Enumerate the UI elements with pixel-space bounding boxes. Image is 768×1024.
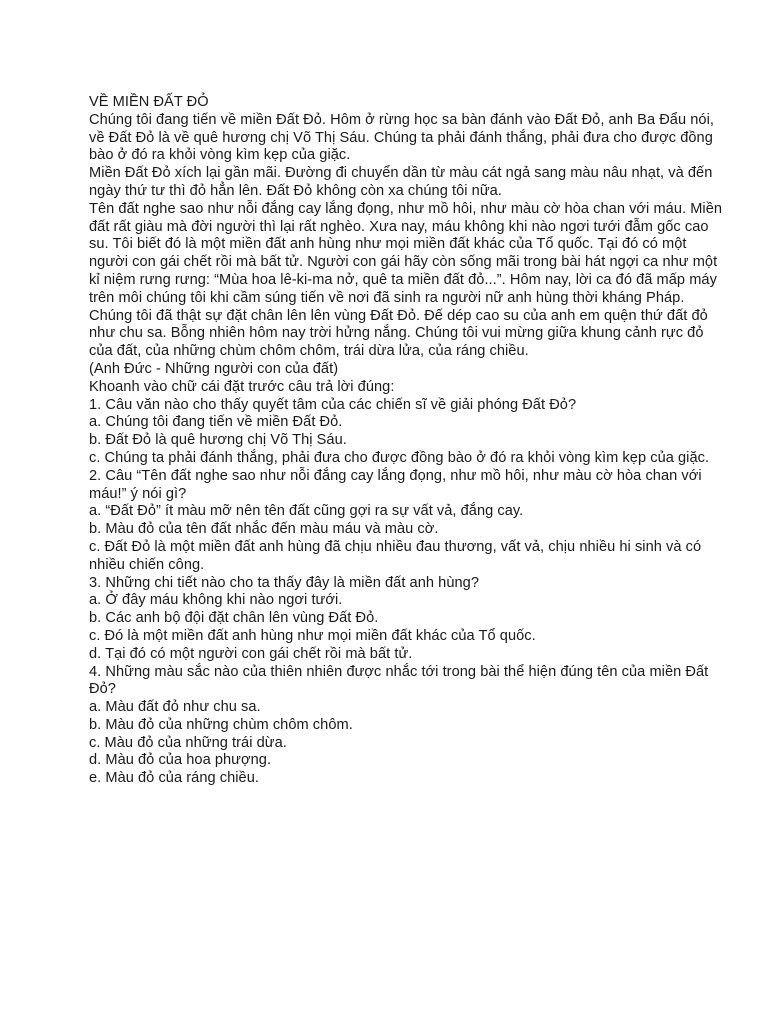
paragraph-1: Chúng tôi đang tiến về miền Đất Đỏ. Hôm ở rừng học sa bàn đánh vào Đất Đỏ, anh Ba Đẩu nói, về Đất Đỏ là về quê hương chị Võ Thị Sáu. Chúng ta phải đánh thắng, phải đưa cho được đồng bào ở đó ra khỏi vòng kìm kẹp của giặc. [89,111,714,164]
question-4-option-b: b. Màu đỏ của những chùm chôm chôm. [89,716,353,733]
question-1-option-a: a. Chúng tôi đang tiến về miền Đất Đỏ. [89,414,343,431]
paragraph-4: Chúng tôi đã thật sự đặt chân lên lên vùng Đất Đỏ. Đế dép cao su của anh em quện thứ đất đỏ như chu sa. Bỗng nhiên hôm nay trời hửng nắng. Chúng tôi vui mừng giữa khung cảnh rực đỏ của đất, của những chùm chôm chôm, trái dừa lửa, của ráng chiều. [89,307,708,360]
instruction: Khoanh vào chữ cái đặt trước câu trả lời đúng: [89,378,395,395]
document-body [89,94,729,788]
question-1: 1. Câu văn nào cho thấy quyết tâm của các chiến sĩ về giải phóng Đất Đỏ? [89,396,577,413]
question-2-option-c: c. Đất Đỏ là một miền đất anh hùng đã chịu nhiều đau thương, vất vả, chịu nhiều hi sinh và có nhiều chiến công. [89,538,702,573]
document-title: VỀ MIỀN ĐẤT ĐỎ [89,94,209,110]
question-2-option-a: a. “Đất Đỏ” ít màu mỡ nên tên đất cũng gợi ra sự vất vả, đắng cay. [89,503,524,520]
question-3-option-d: d. Tại đó có một người con gái chết rồi mà bất tử. [89,645,413,662]
question-3-option-a: a. Ở đây máu không khi nào ngơi tưới. [89,592,343,609]
question-3: 3. Những chi tiết nào cho ta thấy đây là miền đất anh hùng? [89,574,479,591]
question-1-option-c: c. Chúng ta phải đánh thắng, phải đưa cho được đồng bào ở đó ra khỏi vòng kìm kẹp của giặc. [89,449,710,466]
question-3-option-b: b. Các anh bộ đội đặt chân lên vùng Đất Đỏ. [89,610,379,627]
source-citation: (Anh Đức - Những người con của đất) [89,360,339,377]
question-4-option-c: c. Màu đỏ của những trái dừa. [89,734,287,751]
question-4: 4. Những màu sắc nào của thiên nhiên được nhắc tới trong bài thể hiện đúng tên của miền Đất Đỏ? [89,663,709,698]
question-3-option-c: c. Đó là một miền đất anh hùng như mọi miền đất khác của Tổ quốc. [89,627,536,644]
paragraph-2: Miền Đất Đỏ xích lại gần mãi. Đường đi chuyển dần từ màu cát ngả sang màu nâu nhạt, và đến ngày thứ tư thì đỏ hẳn lên. Đất Đỏ không còn xa chúng tôi nữa. [89,165,713,199]
question-4-option-e: e. Màu đỏ của ráng chiều. [89,770,259,787]
question-2: 2. Câu “Tên đất nghe sao như nỗi đắng cay lắng đọng, như mồ hôi, như màu cờ hòa chan với máu!” ý nói gì? [89,467,702,502]
question-4-option-a: a. Màu đất đỏ như chu sa. [89,699,261,716]
paragraph-3: Tên đất nghe sao như nỗi đắng cay lắng đọng, như mồ hôi, như màu cờ hòa chan với máu. Miền đất rất giàu mà đời người thì lại rất nghèo. Xưa nay, máu không khi nào ngơi tưới đẫm gốc cao su. Tôi biết đó là một miền đất anh hùng như mọi miền đất khác của Tổ quốc. Tại đó có một người con gái chết rồi mà bất tử. Người con gái hãy còn sống mãi trong bài hát ngợi ca như một kỉ niệm rưng rưng: “Mùa hoa lê-ki-ma nở, quê ta miền đất đỏ...”. Hôm nay, lời ca đó đã mấp máy trên môi chúng tôi khi cầm súng tiến về nơi đã sinh ra người nữ anh hùng thời kháng Pháp. [89,200,723,306]
question-1-option-b: b. Đất Đỏ là quê hương chị Võ Thị Sáu. [89,432,347,449]
question-2-option-b: b. Màu đỏ của tên đất nhắc đến màu máu và màu cờ. [89,521,439,538]
question-4-option-d: d. Màu đỏ của hoa phượng. [89,752,272,769]
